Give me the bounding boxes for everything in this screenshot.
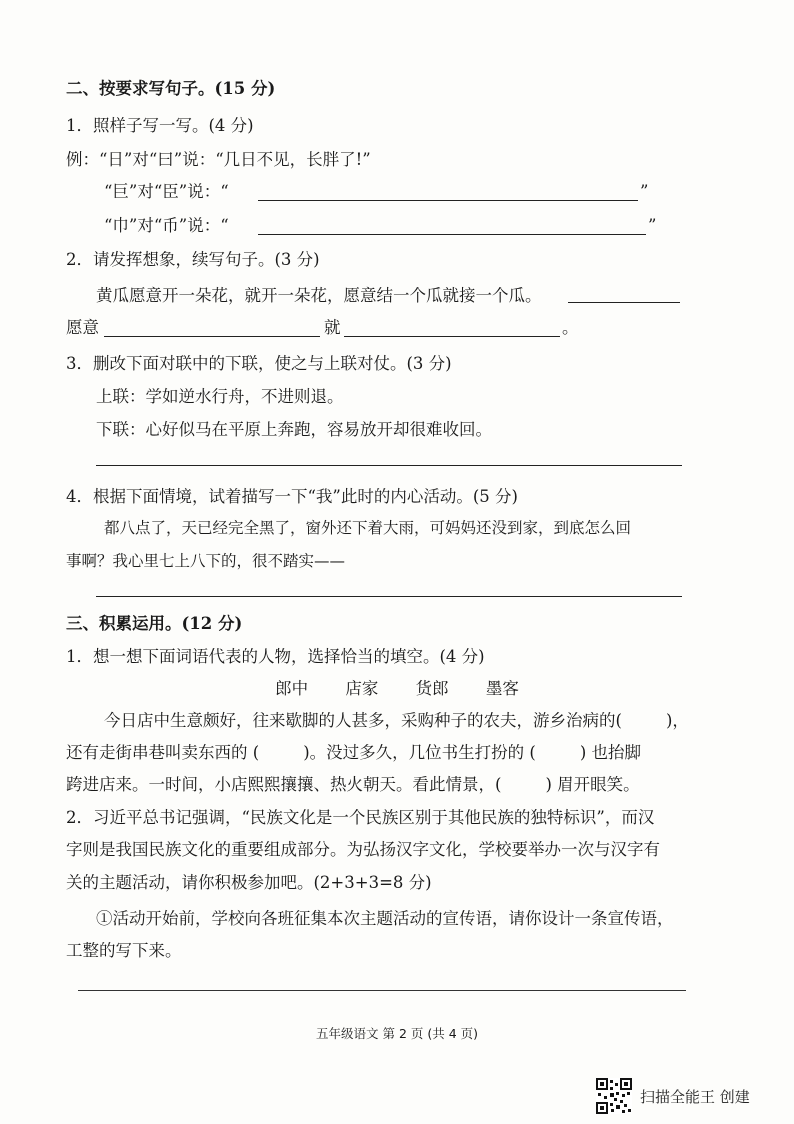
section-3-heading: 三、积累运用。(12 分)	[66, 614, 243, 633]
word-bank-item: 墨客	[485, 679, 519, 698]
q2-period: 。	[562, 318, 579, 337]
q2-word-yuanyi: 愿意	[66, 318, 99, 337]
s3-q1-title: 1．想一想下面词语代表的人物，选择恰当的填空。(4 分)	[66, 647, 485, 666]
q2-word-jiu: 就	[324, 318, 341, 337]
scanner-brand-label: 扫描全能王 创建	[640, 1088, 750, 1106]
q1-item2-prefix: “巾”对“币”说：“	[104, 216, 229, 235]
word-bank-item: 货郎	[415, 679, 449, 698]
word-bank	[0, 675, 794, 699]
answer-line-bottom[interactable]	[78, 990, 686, 991]
section-2-heading: 二、按要求写句子。(15 分)	[66, 79, 276, 98]
q4-title: 4．根据下面情境，试着描写一下“我”此时的内心活动。(5 分)	[66, 487, 518, 506]
s3-q1-paragraph-line-2: 还有走街串巷叫卖东西的 ( )。没过多久，几位书生打扮的 ( ) 也抬脚	[66, 743, 641, 762]
q1-title: 1．照样子写一写。(4 分)	[66, 116, 254, 135]
s3-q1-paragraph-line-1: 今日店中生意颇好，往来歇脚的人甚多，采购种子的农夫，游乡治病的( )，	[104, 711, 689, 730]
word-bank-item: 郎中	[275, 679, 309, 698]
q2-title: 2．请发挥想象，续写句子。(3 分)	[66, 250, 320, 269]
q1-example: 例：“日”对“曰”说：“几日不见，长胖了!”	[66, 150, 371, 169]
s3-q1-paragraph-line-3: 跨进店来。一时间，小店熙熙攘攘、热火朝天。看此情景，( ) 眉开眼笑。	[66, 775, 640, 794]
q3-lower-couplet: 下联：心好似马在平原上奔跑，容易放开却很难收回。	[96, 420, 492, 439]
q3-title: 3．删改下面对联中的下联，使之与上联对仗。(3 分)	[66, 354, 452, 373]
q4-scenario-line-1: 都八点了，天已经完全黑了，窗外还下着大雨，可妈妈还没到家，到底怎么回	[104, 519, 632, 537]
page-footer: 五年级语文 第 2 页 (共 4 页)	[316, 1026, 478, 1041]
s3-q2-line-2: 字则是我国民族文化的重要组成部分。为弘扬汉字文化，学校要举办一次与汉字有	[66, 840, 660, 859]
s3-q2-line-1: 2．习近平总书记强调，“民族文化是一个民族区别于其他民族的独特标识”，而汉	[66, 808, 655, 827]
s3-q2-line-3: 关的主题活动，请你积极参加吧。(2+3+3=8 分)	[66, 873, 432, 892]
s3-q2-sub1-line-1: ①活动开始前，学校向各班征集本次主题活动的宣传语，请你设计一条宣传语，	[96, 909, 674, 928]
q3-upper-couplet: 上联：学如逆水行舟，不进则退。	[96, 387, 344, 406]
q3-answer-line[interactable]	[96, 465, 682, 466]
q1-item1-prefix: “巨”对“臣”说：“	[104, 182, 229, 201]
s3-q2-sub1-line-2: 工整的写下来。	[66, 941, 182, 960]
q4-scenario-line-2: 事啊？我心里七上八下的，很不踏实——	[66, 552, 346, 570]
q2-answer-line-2[interactable]	[104, 336, 320, 337]
q4-answer-line[interactable]	[96, 596, 682, 597]
q2-answer-line-3[interactable]	[344, 336, 560, 337]
q1-item2-close: ”	[648, 216, 657, 235]
q2-sentence: 黄瓜愿意开一朵花，就开一朵花，愿意结一个瓜就接一个瓜。	[96, 286, 542, 305]
q1-item1-answer-line[interactable]	[258, 200, 638, 201]
q1-item2-answer-line[interactable]	[258, 234, 646, 235]
qr-code-icon	[596, 1078, 632, 1114]
q1-item1-close: ”	[640, 182, 649, 201]
word-bank-item: 店家	[345, 679, 379, 698]
q2-answer-line-1[interactable]	[568, 302, 680, 303]
